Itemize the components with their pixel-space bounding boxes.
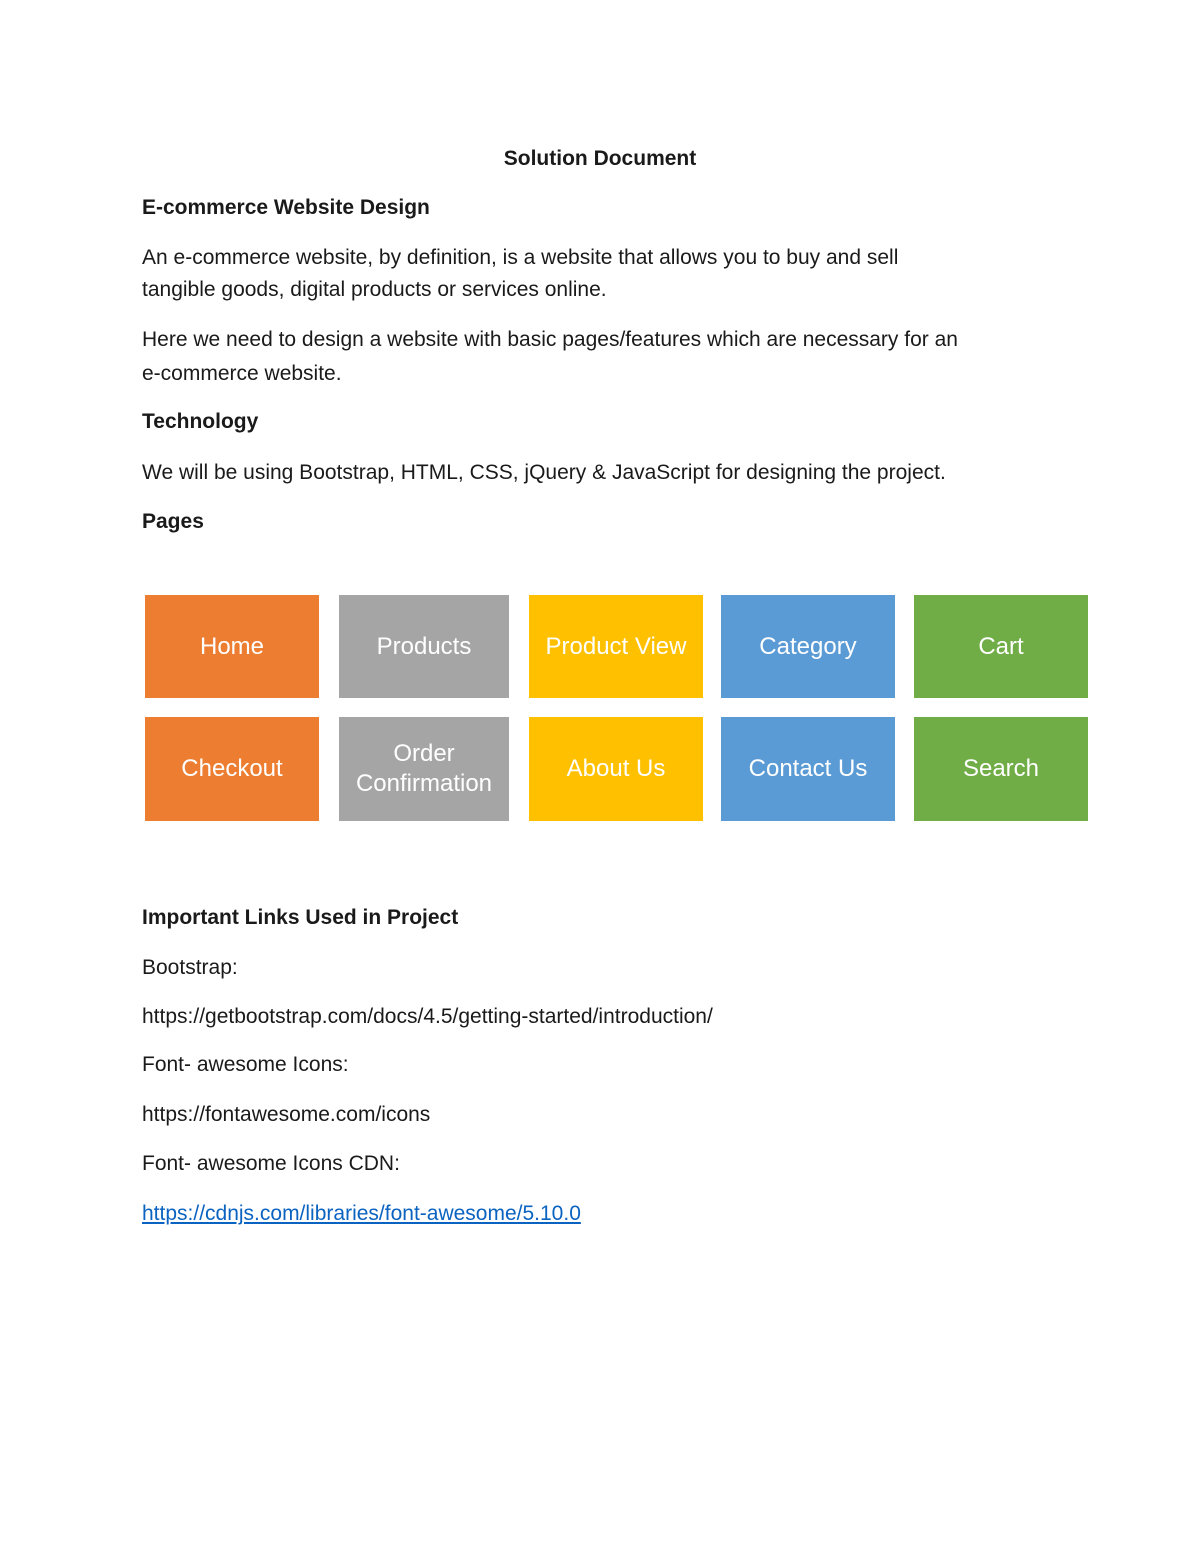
page-tile-product-view xyxy=(529,595,703,698)
heading-technology: Technology xyxy=(142,410,259,433)
need-line-1: Here we need to design a website with basic pages/features which are necessary for an xyxy=(142,328,958,351)
bootstrap-url: https://getbootstrap.com/docs/4.5/getting-started/introduction/ xyxy=(142,1005,713,1028)
page-tile-category xyxy=(721,595,895,698)
page-tile-label: Order Confirmation xyxy=(355,740,493,797)
heading-ecommerce: E-commerce Website Design xyxy=(142,196,430,219)
fa-cdn-link[interactable]: https://cdnjs.com/libraries/font-awesome/5.10.0 xyxy=(142,1202,581,1225)
page-tile-label: About Us xyxy=(566,755,666,782)
page-tile-label: Contact Us xyxy=(748,755,868,782)
page-tile-products xyxy=(339,595,509,698)
fa-icons-label: Font- awesome Icons: xyxy=(142,1053,349,1076)
need-line-2: e-commerce website. xyxy=(142,362,342,385)
page-tile-label: Home xyxy=(199,632,265,660)
fa-icons-url: https://fontawesome.com/icons xyxy=(142,1103,431,1126)
page-tile-label: Category xyxy=(759,632,857,660)
page-tile-cart xyxy=(914,595,1088,698)
page-tile-label: Search xyxy=(962,755,1040,782)
page-tile-label: Checkout xyxy=(181,755,283,782)
heading-pages: Pages xyxy=(142,510,204,533)
page-tile-about-us xyxy=(529,717,703,821)
heading-important-links: Important Links Used in Project xyxy=(142,906,459,929)
technology-text: We will be using Bootstrap, HTML, CSS, jQuery & JavaScript for designing the project. xyxy=(142,461,946,484)
page-tile-label: Cart xyxy=(978,632,1024,660)
page-tile-home xyxy=(145,595,319,698)
page-tile-checkout xyxy=(145,717,319,821)
bootstrap-label: Bootstrap: xyxy=(142,956,238,979)
page-tile-order-confirmation xyxy=(339,717,509,821)
page-tile-label: Product View xyxy=(545,632,687,660)
document-title: Solution Document xyxy=(503,147,697,170)
fa-cdn-label: Font- awesome Icons CDN: xyxy=(142,1152,400,1175)
page-tile-search xyxy=(914,717,1088,821)
intro-line-2: tangible goods, digital products or services online. xyxy=(142,278,607,301)
page-tile-label: Products xyxy=(376,632,472,660)
intro-line-1: An e-commerce website, by definition, is a website that allows you to buy and sell xyxy=(142,246,899,269)
page-tile-contact-us xyxy=(721,717,895,821)
